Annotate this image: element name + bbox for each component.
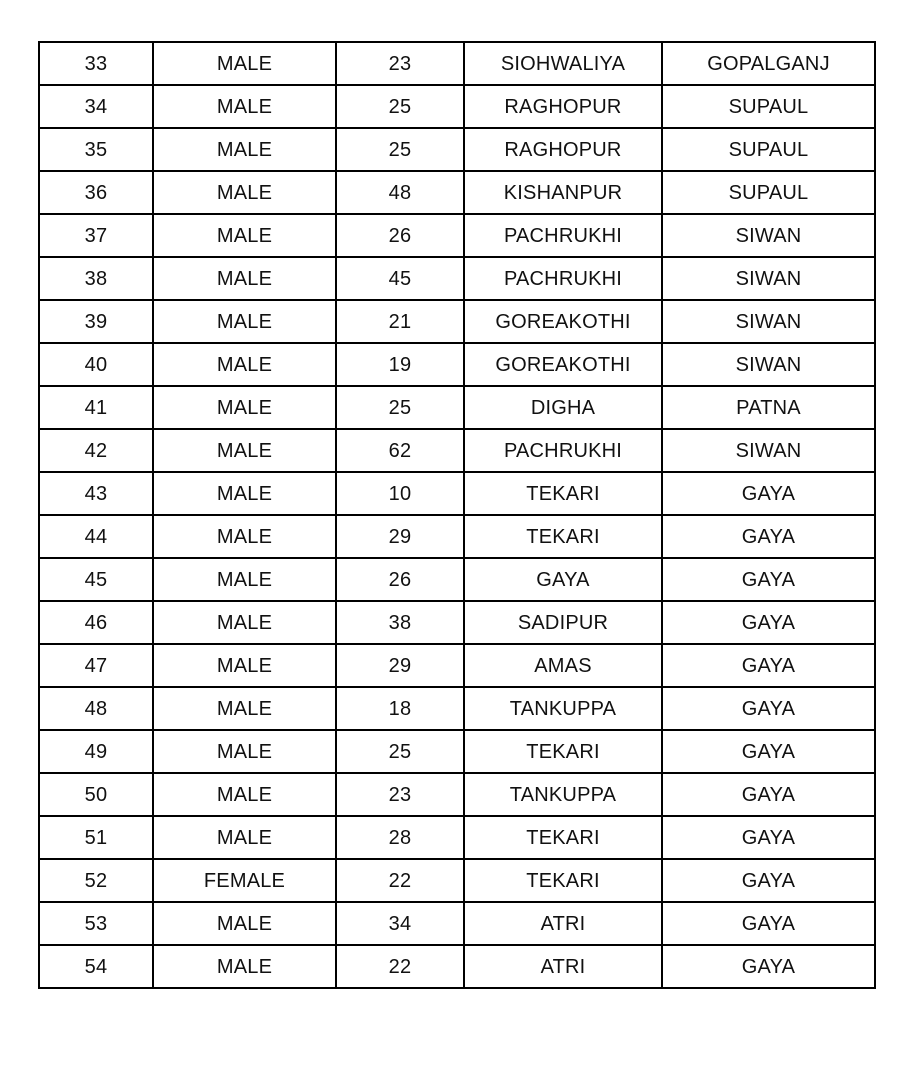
district-cell: GAYA (662, 687, 875, 730)
place-cell: AMAS (464, 644, 662, 687)
place-cell: RAGHOPUR (464, 128, 662, 171)
gender-cell: MALE (153, 42, 336, 85)
serial-number-cell: 40 (39, 343, 153, 386)
table-row (39, 171, 875, 214)
age-cell: 21 (336, 300, 464, 343)
serial-number-cell: 50 (39, 773, 153, 816)
gender-cell: FEMALE (153, 859, 336, 902)
table-row (39, 644, 875, 687)
district-cell: SUPAUL (662, 171, 875, 214)
place-cell: GOREAKOTHI (464, 343, 662, 386)
place-cell: TEKARI (464, 859, 662, 902)
district-cell: GAYA (662, 773, 875, 816)
age-cell: 29 (336, 644, 464, 687)
age-cell: 34 (336, 902, 464, 945)
gender-cell: MALE (153, 730, 336, 773)
age-cell: 23 (336, 42, 464, 85)
age-cell: 22 (336, 859, 464, 902)
serial-number-cell: 35 (39, 128, 153, 171)
gender-cell: MALE (153, 816, 336, 859)
district-cell: SUPAUL (662, 128, 875, 171)
gender-cell: MALE (153, 171, 336, 214)
district-cell: SIWAN (662, 300, 875, 343)
place-cell: TEKARI (464, 730, 662, 773)
age-cell: 45 (336, 257, 464, 300)
age-cell: 23 (336, 773, 464, 816)
serial-number-cell: 42 (39, 429, 153, 472)
table-row (39, 128, 875, 171)
serial-number-cell: 33 (39, 42, 153, 85)
age-cell: 25 (336, 730, 464, 773)
age-cell: 38 (336, 601, 464, 644)
table-row (39, 773, 875, 816)
age-cell: 48 (336, 171, 464, 214)
age-cell: 25 (336, 386, 464, 429)
serial-number-cell: 54 (39, 945, 153, 988)
serial-number-cell: 49 (39, 730, 153, 773)
place-cell: GOREAKOTHI (464, 300, 662, 343)
age-cell: 10 (336, 472, 464, 515)
district-cell: GAYA (662, 472, 875, 515)
gender-cell: MALE (153, 257, 336, 300)
place-cell: PACHRUKHI (464, 429, 662, 472)
serial-number-cell: 48 (39, 687, 153, 730)
age-cell: 25 (336, 128, 464, 171)
serial-number-cell: 51 (39, 816, 153, 859)
table-row (39, 945, 875, 988)
district-cell: SIWAN (662, 214, 875, 257)
district-cell: GAYA (662, 902, 875, 945)
table-row (39, 816, 875, 859)
serial-number-cell: 47 (39, 644, 153, 687)
place-cell: TANKUPPA (464, 687, 662, 730)
place-cell: TEKARI (464, 816, 662, 859)
table-row (39, 687, 875, 730)
document-page (38, 41, 876, 989)
age-cell: 26 (336, 214, 464, 257)
district-cell: GOPALGANJ (662, 42, 875, 85)
gender-cell: MALE (153, 902, 336, 945)
district-cell: GAYA (662, 945, 875, 988)
serial-number-cell: 46 (39, 601, 153, 644)
table-row (39, 85, 875, 128)
place-cell: GAYA (464, 558, 662, 601)
serial-number-cell: 52 (39, 859, 153, 902)
gender-cell: MALE (153, 773, 336, 816)
age-cell: 26 (336, 558, 464, 601)
gender-cell: MALE (153, 214, 336, 257)
gender-cell: MALE (153, 429, 336, 472)
data-table (38, 41, 876, 989)
gender-cell: MALE (153, 644, 336, 687)
gender-cell: MALE (153, 472, 336, 515)
table-row (39, 343, 875, 386)
age-cell: 19 (336, 343, 464, 386)
place-cell: PACHRUKHI (464, 257, 662, 300)
serial-number-cell: 41 (39, 386, 153, 429)
district-cell: SIWAN (662, 257, 875, 300)
table-row (39, 42, 875, 85)
place-cell: ATRI (464, 902, 662, 945)
serial-number-cell: 38 (39, 257, 153, 300)
table-row (39, 386, 875, 429)
place-cell: SIOHWALIYA (464, 42, 662, 85)
gender-cell: MALE (153, 128, 336, 171)
gender-cell: MALE (153, 515, 336, 558)
serial-number-cell: 39 (39, 300, 153, 343)
gender-cell: MALE (153, 300, 336, 343)
place-cell: TANKUPPA (464, 773, 662, 816)
table-row (39, 257, 875, 300)
gender-cell: MALE (153, 558, 336, 601)
place-cell: TEKARI (464, 472, 662, 515)
table-body (39, 42, 875, 988)
district-cell: GAYA (662, 515, 875, 558)
serial-number-cell: 43 (39, 472, 153, 515)
gender-cell: MALE (153, 687, 336, 730)
serial-number-cell: 34 (39, 85, 153, 128)
table-row (39, 558, 875, 601)
place-cell: PACHRUKHI (464, 214, 662, 257)
place-cell: KISHANPUR (464, 171, 662, 214)
district-cell: GAYA (662, 644, 875, 687)
district-cell: GAYA (662, 859, 875, 902)
table-row (39, 902, 875, 945)
serial-number-cell: 37 (39, 214, 153, 257)
table-row (39, 859, 875, 902)
district-cell: SIWAN (662, 343, 875, 386)
place-cell: DIGHA (464, 386, 662, 429)
age-cell: 29 (336, 515, 464, 558)
district-cell: PATNA (662, 386, 875, 429)
table-row (39, 601, 875, 644)
district-cell: GAYA (662, 601, 875, 644)
age-cell: 18 (336, 687, 464, 730)
table-row (39, 472, 875, 515)
table-row (39, 429, 875, 472)
table-row (39, 300, 875, 343)
gender-cell: MALE (153, 601, 336, 644)
district-cell: GAYA (662, 558, 875, 601)
age-cell: 22 (336, 945, 464, 988)
district-cell: GAYA (662, 730, 875, 773)
serial-number-cell: 45 (39, 558, 153, 601)
table-row (39, 214, 875, 257)
gender-cell: MALE (153, 945, 336, 988)
place-cell: RAGHOPUR (464, 85, 662, 128)
serial-number-cell: 53 (39, 902, 153, 945)
age-cell: 62 (336, 429, 464, 472)
serial-number-cell: 44 (39, 515, 153, 558)
district-cell: SUPAUL (662, 85, 875, 128)
place-cell: SADIPUR (464, 601, 662, 644)
serial-number-cell: 36 (39, 171, 153, 214)
district-cell: SIWAN (662, 429, 875, 472)
place-cell: TEKARI (464, 515, 662, 558)
gender-cell: MALE (153, 85, 336, 128)
gender-cell: MALE (153, 386, 336, 429)
age-cell: 25 (336, 85, 464, 128)
table-row (39, 515, 875, 558)
place-cell: ATRI (464, 945, 662, 988)
age-cell: 28 (336, 816, 464, 859)
table-row (39, 730, 875, 773)
gender-cell: MALE (153, 343, 336, 386)
district-cell: GAYA (662, 816, 875, 859)
